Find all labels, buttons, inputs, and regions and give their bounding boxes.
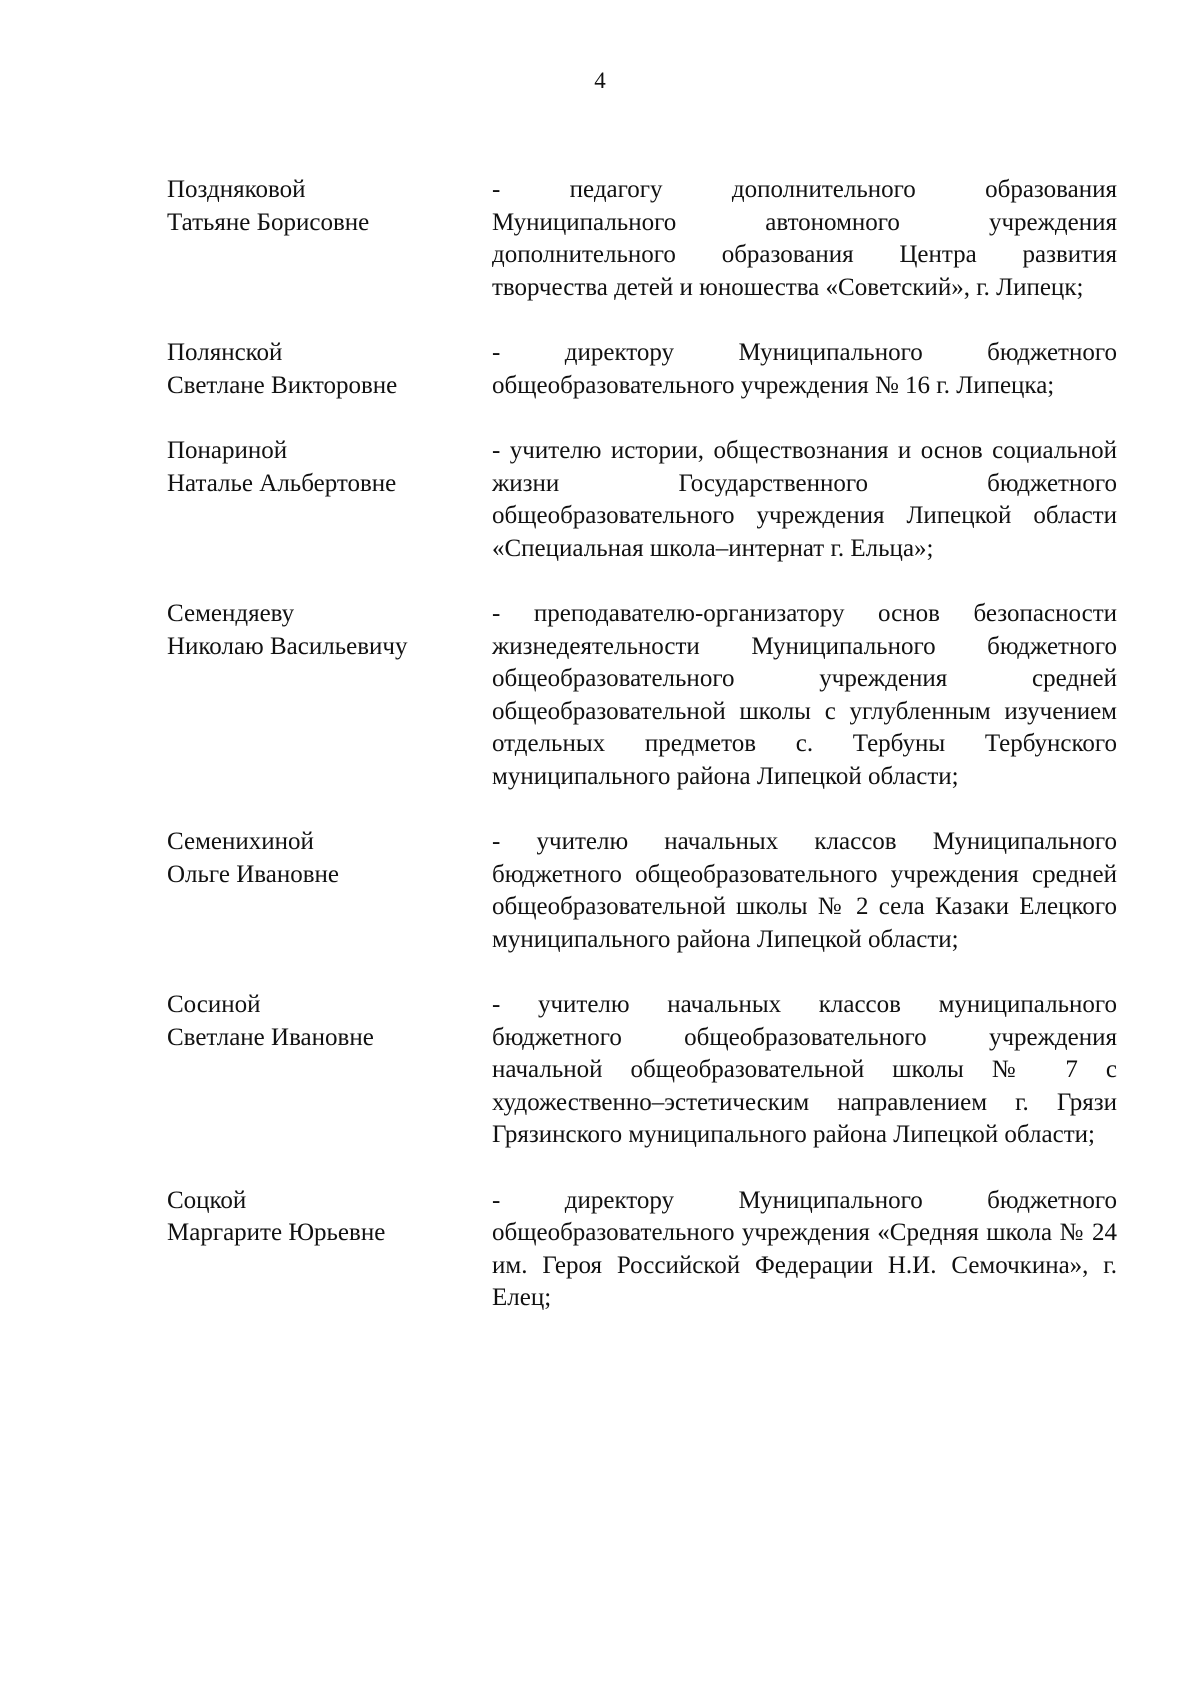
recipient-position: - учителю истории, обществознания и основ социальной жизни Государственного бюджетного общеобразовательного учреждения Липецкой области «Специальная школа–интернат г. Ельца»; xyxy=(492,437,1117,562)
recipient-position: - учителю начальных классов Муниципального бюджетного общеобразовательного учреждения средней общеобразовательной школы № 2 села Казаки Елецкого муниципального района Липецкой области; xyxy=(492,828,1117,953)
recipient-surname: Семенихиной xyxy=(167,828,314,855)
list-item xyxy=(167,1185,1117,1315)
list-item xyxy=(167,174,1117,304)
recipient-surname: Сосиной xyxy=(167,991,261,1018)
recipient-surname: Полянской xyxy=(167,339,283,366)
list-item xyxy=(167,435,1117,565)
list-item xyxy=(167,598,1117,793)
list-item xyxy=(167,989,1117,1152)
recipient-position: - педагогу дополнительного образования Муниципального автономного учреждения дополнительного образования Центра развития творчества детей и юношества «Советский», г. Липецк; xyxy=(492,176,1117,301)
recipient-name xyxy=(167,337,492,402)
recipient-name xyxy=(167,826,492,956)
recipient-given-names: Татьяне Борисовне xyxy=(167,208,370,236)
recipient-name xyxy=(167,1185,492,1315)
list-item xyxy=(167,337,1117,402)
recipient-name xyxy=(167,435,492,565)
recipient-name xyxy=(167,598,492,793)
recipient-name xyxy=(167,174,492,304)
recipient-surname: Семендяеву xyxy=(167,600,295,627)
recipient-name xyxy=(167,989,492,1152)
recipient-given-names: Наталье Альбертовне xyxy=(167,469,397,497)
page-number: 4 xyxy=(594,68,606,93)
recipient-given-names: Светлане Ивановне xyxy=(167,1023,374,1051)
recipient-position: - директору Муниципального бюджетного общеобразовательного учреждения «Средняя школа № 24 им. Героя Российской Федерации Н.И. Семочкина», г. Елец; xyxy=(492,1186,1117,1311)
recipient-given-names: Николаю Васильевичу xyxy=(167,632,408,660)
recipient-position: - директору Муниципального бюджетного общеобразовательного учреждения № 16 г. Липецка; xyxy=(492,339,1117,399)
recipient-position: - учителю начальных классов муниципального бюджетного общеобразовательного учреждения начальной общеобразовательной школы № 7 с художественно–эстетическим направлением г. Грязи Грязинского муниципального района Липецкой области; xyxy=(492,991,1117,1148)
recipient-given-names: Светлане Викторовне xyxy=(167,371,398,399)
recipient-surname: Понариной xyxy=(167,437,288,464)
recipient-surname: Поздняковой xyxy=(167,176,306,203)
recipient-given-names: Маргарите Юрьевне xyxy=(167,1219,386,1246)
list-item xyxy=(167,826,1117,956)
recipient-position: - преподавателю-организатору основ безопасности жизнедеятельности Муниципального бюджетного общеобразовательного учреждения средней общеобразовательной школы с углубленным изучением отдельных предметов с. Тербуны Тербунского муниципального района Липецкой области; xyxy=(492,600,1117,790)
recipient-surname: Соцкой xyxy=(167,1186,247,1214)
recipient-given-names: Ольге Ивановне xyxy=(167,860,339,888)
award-list xyxy=(167,174,1117,1348)
